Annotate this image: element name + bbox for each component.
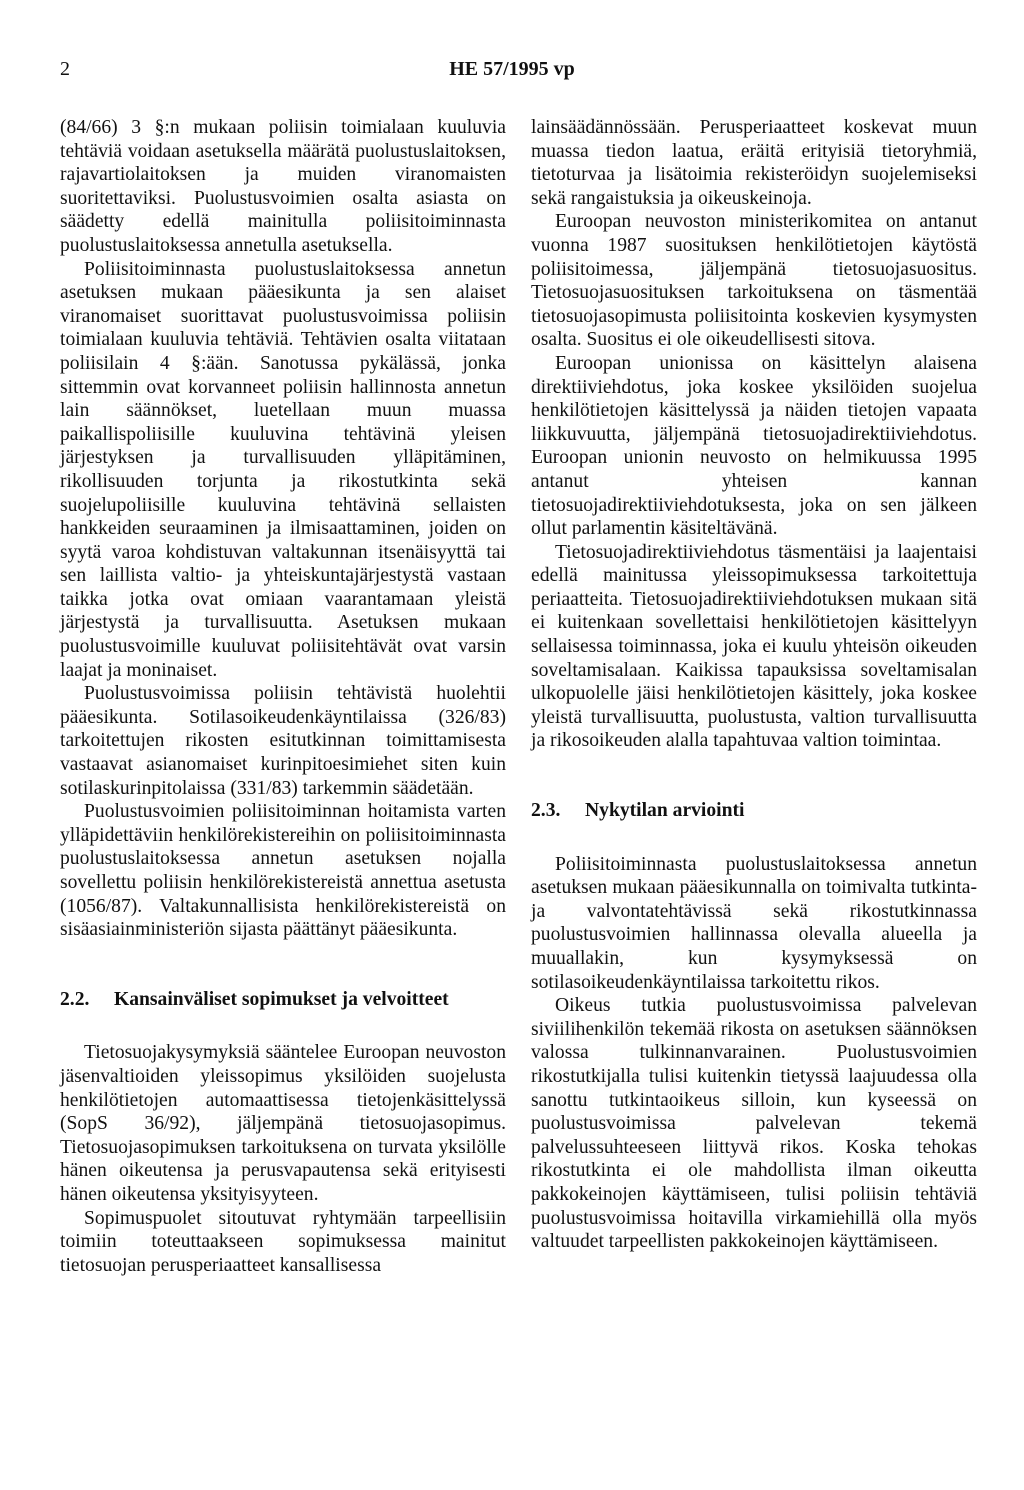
paragraph: Sopimuspuolet sitoutuvat ryhtymään tarpeellisiin toimiin toteuttaakseen sopimuksessa mainitut tietosuojan perusperiaatteet kansallisessa: [60, 1207, 506, 1276]
document-id: HE 57/1995 vp: [449, 58, 575, 80]
section-heading: [60, 988, 506, 1012]
paragraph: Tietosuojadirektiiviehdotus täsmentäisi ja laajentaisi edellä mainitussa yleissopimuksessa tarkoitettuja periaatteita. Tietosuojadirektiiviehdotuksen mukaan sitä ei kuitenkaan sovellettaisi henkilötietojen käsittelyyn sellaisessa toiminnassa, joka ei kuulu yhteisön oikeuden soveltamisalaan. Kaikissa tapauksissa soveltamisalan ulkopuolelle jäisi henkilötietojen käsittely, joka koskee yleistä turvallisuutta, puolustusta, valtion turvallisuutta ja rikosoikeuden alalla tapahtuvaa valtion toimintaa.: [531, 541, 977, 752]
section-title: Nykytilan arviointi: [585, 800, 745, 822]
section-number: 2.3.: [531, 800, 561, 822]
page-header: [0, 58, 1024, 88]
section-title: Kansainväliset sopimukset ja velvoitteet: [114, 988, 449, 1010]
paragraph: Oikeus tutkia puolustusvoimissa palvelevan siviilihenkilön tekemää rikosta on asetuksen säännöksen valossa tulkinnanvarainen. Puolustusvoimien rikostutkijalla tulisi kuitenkin tietyssä laajuudessa olla sanottu tutkintaoikeus silloin, kun kyseessä on puolustusvoimissa palvelevan tekemä palvelussuhteeseen liittyvä rikos. Koska tehokas rikostutkinta ei ole mahdollista ilman oikeutta pakkokeinojen käyttämiseen, tulisi poliisin tehtäviä puolustusvoimissa hoitavilla virkamiehillä olla myös valtuudet tarpeellisten pakkokeinojen käyttämiseen.: [531, 995, 977, 1253]
paragraph: Poliisitoiminnasta puolustuslaitoksessa annetun asetuksen mukaan pääesikunta ja sen alaiset viranomaiset suorittavat puolustusvoimissa poliisin toimialaan kuuluvia tehtäviä. Tehtävien osalta viitataan poliisilain 4 §:ään. Sanotussa pykälässä, jonka sittemmin ovat korvanneet poliisin hallinnosta annetun lain säännökset, luetellaan muun muassa paikallispoliisille kuuluvina tehtävinä yleisen järjestyksen ja turvallisuuden ylläpitäminen, rikollisuuden torjunta ja rikostutkinta sekä suojelupoliisille kuuluvina tehtävinä sellaisten hankkeiden seuraaminen ja ilmisaattaminen, joiden on syytä varoa kohdistuvan valtakunnan itsenäisyyttä tai sen laillista valtio- ja yhteiskuntajärjestystä vastaan taikka jotka ovat omiaan vaarantamaan yleistä järjestystä ja turvallisuutta. Asetuksen mukaan puolustusvoimille kuuluvat poliisitehtävät ovat varsin laajat ja moninaiset.: [60, 258, 506, 681]
page-number: 2: [60, 58, 70, 80]
section-number: 2.2.: [60, 988, 90, 1010]
paragraph: Euroopan neuvoston ministerikomitea on antanut vuonna 1987 suosituksen henkilötietojen käytöstä poliisitoimessa, jäljempänä tietosuojasuositus. Tietosuojasuosituksen tarkoituksena on täsmentää tietosuojasopimusta poliisitointa koskevien kysymysten osalta. Suositus ei ole oikeudellisesti sitova.: [531, 211, 977, 351]
paragraph: (84/66) 3 §:n mukaan poliisin toimialaan kuuluvia tehtäviä voidaan asetuksella määrätä puolustuslaitoksen, rajavartiolaitoksen ja muiden viranomaisten suoritettaviksi. Puolustusvoimien osalta asiasta on säädetty edellä mainitulla poliisitoiminnasta puolustuslaitoksessa annetulla asetuksella.: [60, 117, 506, 256]
paragraph: Tietosuojakysymyksiä sääntelee Euroopan neuvoston jäsenvaltioiden yleissopimus yksilöiden suojelusta henkilötietojen automaattisessa tietojenkäsittelyssä (SopS 36/92), jäljempänä tietosuojasopimus. Tietosuojasopimuksen tarkoituksena on turvata yksilölle hänen oikeutensa ja perusvapautensa sekä erityisesti hänen oikeutensa yksityisyyteen.: [60, 1042, 506, 1205]
paragraph: lainsäädännössään. Perusperiaatteet koskevat muun muassa tiedon laatua, eräitä erityisiä tietoryhmiä, tietoturvaa ja lisätoimia rekisteröidyn suojelemiseksi sekä rangaistuksia ja oikeuskeinoja.: [531, 117, 977, 209]
left-column: [60, 116, 506, 1277]
paragraph: Puolustusvoimissa poliisin tehtävistä huolehtii pääesikunta. Sotilasoikeudenkäyntilaissa (326/83) tarkoitettujen rikosten esitutkinnan toimittamisesta vastaavat asianomaiset kurinpitoesimiehet siten kuin sotilaskurinpitolaissa (331/83) tarkemmin säädetään.: [60, 683, 506, 799]
section-heading: [531, 799, 977, 823]
right-column: [531, 116, 977, 1254]
paragraph: Puolustusvoimien poliisitoiminnan hoitamista varten ylläpidettäviin henkilörekistereihin on poliisitoiminnasta puolustuslaitoksessa annetun asetuksen nojalla sovellettu poliisin henkilörekistereistä annettua asetusta (1056/87). Valtakunnallisista henkilörekistereistä on sisäasiainministeriön sijasta päättänyt pääesikunta.: [60, 801, 506, 941]
paragraph: Euroopan unionissa on käsittelyn alaisena direktiiviehdotus, joka koskee yksilöiden suojelua henkilötietojen käsittelyssä ja näiden tietojen vapaata liikkuvuutta, jäljempänä tietosuojadirektiiviehdotus. Euroopan unionin neuvosto on helmikuussa 1995 antanut yhteisen kannan tietosuojadirektiiviehdotuksesta, joka on sen jälkeen ollut parlamentin käsiteltävänä.: [531, 352, 977, 540]
paragraph: Poliisitoiminnasta puolustuslaitoksessa annetun asetuksen mukaan pääesikunnalla on toimivalta tutkinta- ja valvontatehtävissä sekä rikostutkinnassa puolustusvoimien hallinnassa olevalla alueella ja muuallakin, kun kysymyksessä on sotilasoikeudenkäyntilaissa tarkoitettu rikos.: [531, 853, 977, 993]
